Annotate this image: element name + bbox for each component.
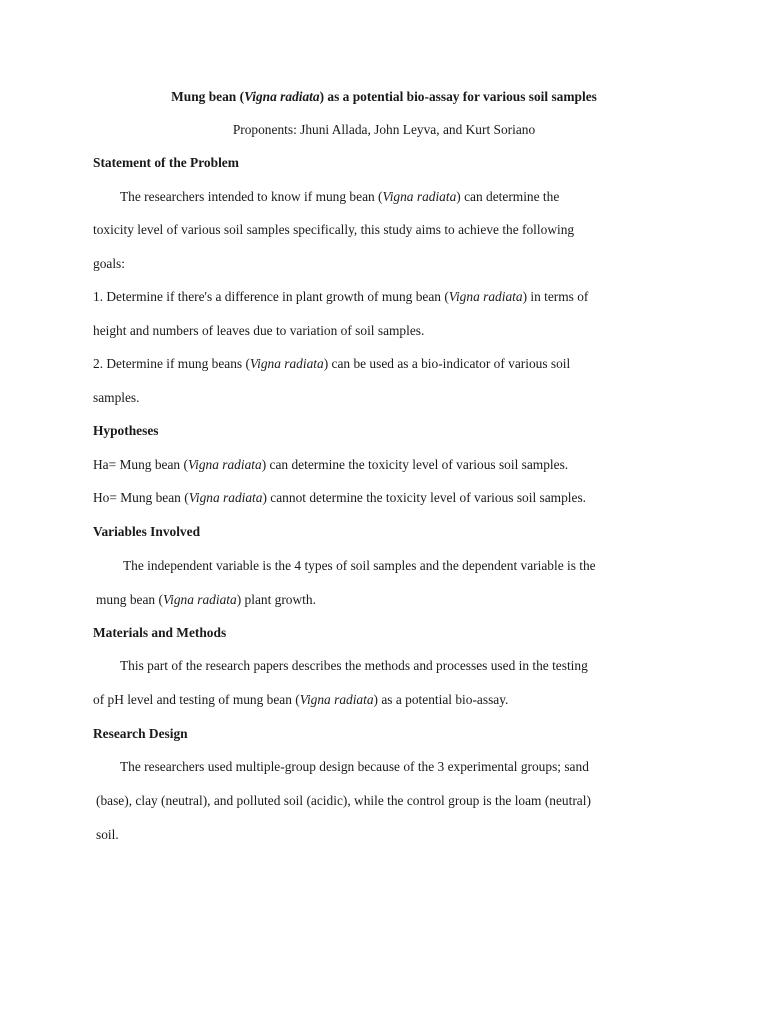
- statement-line-1: The researchers intended to know if mung bean (Vigna radiata) can determine the: [120, 189, 560, 204]
- proponents-line: Proponents: Jhuni Allada, John Leyva, and Kurt Soriano: [232, 122, 536, 137]
- goal-1-line-2: height and numbers of leaves due to variation of soil samples.: [93, 323, 425, 338]
- goal-1-line-1: 1. Determine if there's a difference in plant growth of mung bean (Vigna radiata) in terms of: [93, 289, 589, 304]
- design-line-1: The researchers used multiple-group design because of the 3 experimental groups; sand: [120, 759, 589, 774]
- statement-line-3: goals:: [93, 256, 125, 271]
- document-title: Mung bean (Vigna radiata) as a potential bio-assay for various soil samples: [171, 89, 597, 104]
- hypotheses-heading: Hypotheses: [93, 423, 159, 438]
- design-heading: Research Design: [93, 726, 188, 741]
- variables-line-2: mung bean (Vigna radiata) plant growth.: [96, 592, 316, 607]
- statement-heading: Statement of the Problem: [93, 155, 239, 170]
- materials-line-2: of pH level and testing of mung bean (Vigna radiata) as a potential bio-assay.: [93, 692, 509, 707]
- materials-heading: Materials and Methods: [93, 625, 227, 640]
- statement-line-2: toxicity level of various soil samples specifically, this study aims to achieve the following: [93, 222, 575, 237]
- goal-2-line-1: 2. Determine if mung beans (Vigna radiata) can be used as a bio-indicator of various soil: [93, 356, 571, 371]
- hypothesis-ho: Ho= Mung bean (Vigna radiata) cannot determine the toxicity level of various soil samples.: [93, 490, 587, 505]
- goal-2-line-2: samples.: [93, 390, 140, 405]
- design-line-2: (base), clay (neutral), and polluted soil (acidic), while the control group is the loam (neutral): [96, 793, 591, 808]
- design-line-3: soil.: [96, 827, 119, 842]
- materials-line-1: This part of the research papers describes the methods and processes used in the testing: [120, 658, 588, 673]
- variables-heading: Variables Involved: [93, 524, 201, 539]
- hypothesis-ha: Ha= Mung bean (Vigna radiata) can determine the toxicity level of various soil samples.: [93, 457, 569, 472]
- variables-line-1: The independent variable is the 4 types of soil samples and the dependent variable is the: [123, 558, 596, 573]
